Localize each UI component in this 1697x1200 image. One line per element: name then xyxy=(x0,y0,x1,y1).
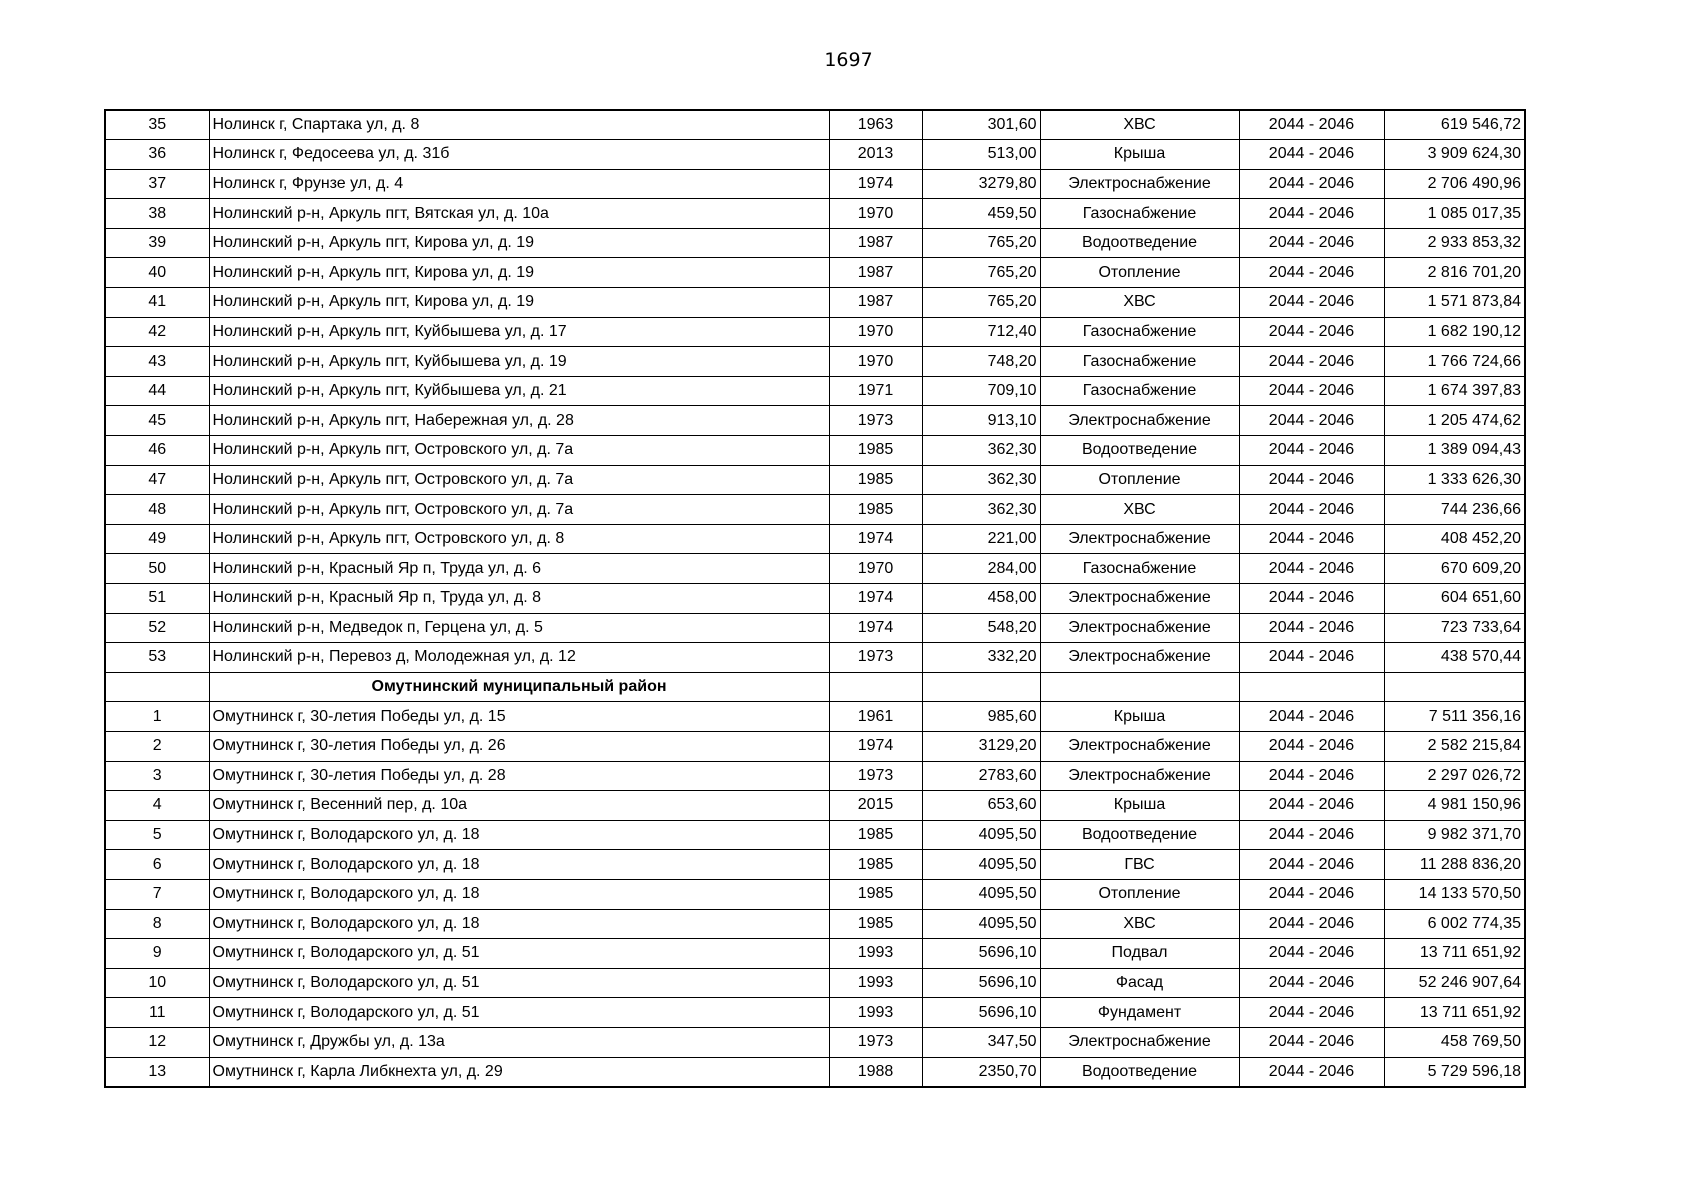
work-type-cell: Газоснабжение xyxy=(1040,347,1239,377)
table-row xyxy=(105,347,1525,377)
table-row xyxy=(105,465,1525,495)
table-row xyxy=(105,495,1525,525)
row-number-cell: 47 xyxy=(105,465,209,495)
period-cell: 2044 - 2046 xyxy=(1239,524,1384,554)
work-type-cell: Электроснабжение xyxy=(1040,584,1239,614)
area-cell: 748,20 xyxy=(922,347,1040,377)
section-header-row xyxy=(105,672,1525,702)
area-cell: 221,00 xyxy=(922,524,1040,554)
work-type-cell: ХВС xyxy=(1040,495,1239,525)
address-cell: Омутнинск г, Карла Либкнехта ул, д. 29 xyxy=(209,1057,829,1087)
period-cell: 2044 - 2046 xyxy=(1239,702,1384,732)
period-cell: 2044 - 2046 xyxy=(1239,317,1384,347)
table-row xyxy=(105,436,1525,466)
cost-cell: 3 909 624,30 xyxy=(1384,140,1525,170)
area-cell: 301,60 xyxy=(922,110,1040,140)
period-cell: 2044 - 2046 xyxy=(1239,1027,1384,1057)
build-year-cell: 1985 xyxy=(829,436,922,466)
work-type-cell: Крыша xyxy=(1040,702,1239,732)
address-cell: Омутнинск г, Володарского ул, д. 18 xyxy=(209,879,829,909)
period-cell: 2044 - 2046 xyxy=(1239,228,1384,258)
table-row xyxy=(105,909,1525,939)
row-number-cell: 11 xyxy=(105,998,209,1028)
work-type-cell: ХВС xyxy=(1040,288,1239,318)
cost-cell: 1 766 724,66 xyxy=(1384,347,1525,377)
empty-cell xyxy=(922,672,1040,702)
cost-cell: 1 571 873,84 xyxy=(1384,288,1525,318)
area-cell: 765,20 xyxy=(922,288,1040,318)
row-number-cell: 12 xyxy=(105,1027,209,1057)
build-year-cell: 1985 xyxy=(829,465,922,495)
table-row xyxy=(105,140,1525,170)
period-cell: 2044 - 2046 xyxy=(1239,850,1384,880)
table-row xyxy=(105,791,1525,821)
row-number-cell: 36 xyxy=(105,140,209,170)
table-row xyxy=(105,554,1525,584)
work-type-cell: Отопление xyxy=(1040,879,1239,909)
build-year-cell: 1985 xyxy=(829,820,922,850)
address-cell: Омутнинск г, Володарского ул, д. 51 xyxy=(209,968,829,998)
build-year-cell: 1974 xyxy=(829,731,922,761)
period-cell: 2044 - 2046 xyxy=(1239,1057,1384,1087)
build-year-cell: 1973 xyxy=(829,761,922,791)
work-type-cell: ГВС xyxy=(1040,850,1239,880)
table-row xyxy=(105,643,1525,673)
row-number-cell: 8 xyxy=(105,909,209,939)
address-cell: Нолинский р-н, Аркуль пгт, Островского ул, д. 7а xyxy=(209,495,829,525)
address-cell: Омутнинск г, Володарского ул, д. 51 xyxy=(209,939,829,969)
area-cell: 4095,50 xyxy=(922,879,1040,909)
build-year-cell: 1961 xyxy=(829,702,922,732)
registry-table xyxy=(104,109,1526,1088)
cost-cell: 52 246 907,64 xyxy=(1384,968,1525,998)
period-cell: 2044 - 2046 xyxy=(1239,495,1384,525)
row-number-cell: 46 xyxy=(105,436,209,466)
address-cell: Нолинский р-н, Аркуль пгт, Кирова ул, д. 19 xyxy=(209,228,829,258)
period-cell: 2044 - 2046 xyxy=(1239,169,1384,199)
work-type-cell: Крыша xyxy=(1040,791,1239,821)
row-number-cell: 10 xyxy=(105,968,209,998)
build-year-cell: 1971 xyxy=(829,376,922,406)
address-cell: Нолинск г, Федосеева ул, д. 31б xyxy=(209,140,829,170)
work-type-cell: Водоотведение xyxy=(1040,820,1239,850)
row-number-cell: 2 xyxy=(105,731,209,761)
cost-cell: 438 570,44 xyxy=(1384,643,1525,673)
period-cell: 2044 - 2046 xyxy=(1239,258,1384,288)
address-cell: Нолинский р-н, Аркуль пгт, Кирова ул, д. 19 xyxy=(209,288,829,318)
row-number-cell: 7 xyxy=(105,879,209,909)
work-type-cell: Электроснабжение xyxy=(1040,731,1239,761)
cost-cell: 619 546,72 xyxy=(1384,110,1525,140)
work-type-cell: ХВС xyxy=(1040,110,1239,140)
period-cell: 2044 - 2046 xyxy=(1239,998,1384,1028)
cost-cell: 1 205 474,62 xyxy=(1384,406,1525,436)
address-cell: Нолинск г, Фрунзе ул, д. 4 xyxy=(209,169,829,199)
row-number-cell: 42 xyxy=(105,317,209,347)
cost-cell: 2 706 490,96 xyxy=(1384,169,1525,199)
row-number-cell: 1 xyxy=(105,702,209,732)
build-year-cell: 1974 xyxy=(829,584,922,614)
empty-cell xyxy=(105,672,209,702)
build-year-cell: 1987 xyxy=(829,288,922,318)
cost-cell: 1 682 190,12 xyxy=(1384,317,1525,347)
area-cell: 548,20 xyxy=(922,613,1040,643)
build-year-cell: 1963 xyxy=(829,110,922,140)
period-cell: 2044 - 2046 xyxy=(1239,584,1384,614)
period-cell: 2044 - 2046 xyxy=(1239,613,1384,643)
area-cell: 712,40 xyxy=(922,317,1040,347)
period-cell: 2044 - 2046 xyxy=(1239,465,1384,495)
address-cell: Нолинский р-н, Аркуль пгт, Вятская ул, д. 10а xyxy=(209,199,829,229)
work-type-cell: Водоотведение xyxy=(1040,436,1239,466)
build-year-cell: 1985 xyxy=(829,850,922,880)
row-number-cell: 41 xyxy=(105,288,209,318)
address-cell: Нолинский р-н, Аркуль пгт, Куйбышева ул, д. 21 xyxy=(209,376,829,406)
period-cell: 2044 - 2046 xyxy=(1239,110,1384,140)
period-cell: 2044 - 2046 xyxy=(1239,791,1384,821)
address-cell: Нолинский р-н, Аркуль пгт, Набережная ул, д. 28 xyxy=(209,406,829,436)
table-row xyxy=(105,288,1525,318)
period-cell: 2044 - 2046 xyxy=(1239,968,1384,998)
cost-cell: 408 452,20 xyxy=(1384,524,1525,554)
address-cell: Нолинский р-н, Аркуль пгт, Куйбышева ул, д. 19 xyxy=(209,347,829,377)
period-cell: 2044 - 2046 xyxy=(1239,643,1384,673)
address-cell: Нолинский р-н, Аркуль пгт, Островского ул, д. 7а xyxy=(209,436,829,466)
work-type-cell: Электроснабжение xyxy=(1040,1027,1239,1057)
section-title: Омутнинский муниципальный район xyxy=(209,672,829,702)
row-number-cell: 43 xyxy=(105,347,209,377)
area-cell: 3129,20 xyxy=(922,731,1040,761)
build-year-cell: 1974 xyxy=(829,169,922,199)
area-cell: 2350,70 xyxy=(922,1057,1040,1087)
area-cell: 513,00 xyxy=(922,140,1040,170)
table-row xyxy=(105,1027,1525,1057)
empty-cell xyxy=(1239,672,1384,702)
row-number-cell: 9 xyxy=(105,939,209,969)
area-cell: 347,50 xyxy=(922,1027,1040,1057)
area-cell: 913,10 xyxy=(922,406,1040,436)
area-cell: 709,10 xyxy=(922,376,1040,406)
area-cell: 4095,50 xyxy=(922,909,1040,939)
registry-table-body xyxy=(105,110,1525,1087)
work-type-cell: Газоснабжение xyxy=(1040,376,1239,406)
work-type-cell: Электроснабжение xyxy=(1040,643,1239,673)
period-cell: 2044 - 2046 xyxy=(1239,761,1384,791)
area-cell: 332,20 xyxy=(922,643,1040,673)
build-year-cell: 1985 xyxy=(829,879,922,909)
address-cell: Нолинский р-н, Аркуль пгт, Островского ул, д. 7а xyxy=(209,465,829,495)
build-year-cell: 2015 xyxy=(829,791,922,821)
period-cell: 2044 - 2046 xyxy=(1239,554,1384,584)
area-cell: 765,20 xyxy=(922,258,1040,288)
period-cell: 2044 - 2046 xyxy=(1239,347,1384,377)
period-cell: 2044 - 2046 xyxy=(1239,406,1384,436)
cost-cell: 4 981 150,96 xyxy=(1384,791,1525,821)
row-number-cell: 52 xyxy=(105,613,209,643)
period-cell: 2044 - 2046 xyxy=(1239,140,1384,170)
area-cell: 362,30 xyxy=(922,436,1040,466)
cost-cell: 7 511 356,16 xyxy=(1384,702,1525,732)
build-year-cell: 1973 xyxy=(829,406,922,436)
cost-cell: 604 651,60 xyxy=(1384,584,1525,614)
cost-cell: 5 729 596,18 xyxy=(1384,1057,1525,1087)
build-year-cell: 1993 xyxy=(829,939,922,969)
work-type-cell: ХВС xyxy=(1040,909,1239,939)
build-year-cell: 1987 xyxy=(829,228,922,258)
row-number-cell: 37 xyxy=(105,169,209,199)
work-type-cell: Фундамент xyxy=(1040,998,1239,1028)
address-cell: Омутнинск г, Дружбы ул, д. 13а xyxy=(209,1027,829,1057)
table-row xyxy=(105,761,1525,791)
period-cell: 2044 - 2046 xyxy=(1239,879,1384,909)
cost-cell: 13 711 651,92 xyxy=(1384,998,1525,1028)
row-number-cell: 53 xyxy=(105,643,209,673)
period-cell: 2044 - 2046 xyxy=(1239,376,1384,406)
cost-cell: 14 133 570,50 xyxy=(1384,879,1525,909)
row-number-cell: 50 xyxy=(105,554,209,584)
work-type-cell: Водоотведение xyxy=(1040,228,1239,258)
table-row xyxy=(105,524,1525,554)
work-type-cell: Газоснабжение xyxy=(1040,554,1239,584)
area-cell: 459,50 xyxy=(922,199,1040,229)
address-cell: Нолинск г, Спартака ул, д. 8 xyxy=(209,110,829,140)
table-row xyxy=(105,584,1525,614)
row-number-cell: 45 xyxy=(105,406,209,436)
area-cell: 362,30 xyxy=(922,465,1040,495)
address-cell: Омутнинск г, Володарского ул, д. 51 xyxy=(209,998,829,1028)
area-cell: 765,20 xyxy=(922,228,1040,258)
table-row xyxy=(105,731,1525,761)
table-row xyxy=(105,939,1525,969)
address-cell: Нолинский р-н, Аркуль пгт, Куйбышева ул, д. 17 xyxy=(209,317,829,347)
area-cell: 653,60 xyxy=(922,791,1040,821)
area-cell: 458,00 xyxy=(922,584,1040,614)
area-cell: 284,00 xyxy=(922,554,1040,584)
build-year-cell: 1988 xyxy=(829,1057,922,1087)
empty-cell xyxy=(1384,672,1525,702)
cost-cell: 6 002 774,35 xyxy=(1384,909,1525,939)
work-type-cell: Подвал xyxy=(1040,939,1239,969)
address-cell: Омутнинск г, Володарского ул, д. 18 xyxy=(209,850,829,880)
cost-cell: 744 236,66 xyxy=(1384,495,1525,525)
build-year-cell: 1970 xyxy=(829,199,922,229)
address-cell: Нолинский р-н, Перевоз д, Молодежная ул, д. 12 xyxy=(209,643,829,673)
area-cell: 5696,10 xyxy=(922,968,1040,998)
build-year-cell: 1987 xyxy=(829,258,922,288)
period-cell: 2044 - 2046 xyxy=(1239,820,1384,850)
work-type-cell: Отопление xyxy=(1040,465,1239,495)
area-cell: 2783,60 xyxy=(922,761,1040,791)
cost-cell: 13 711 651,92 xyxy=(1384,939,1525,969)
period-cell: 2044 - 2046 xyxy=(1239,939,1384,969)
cost-cell: 670 609,20 xyxy=(1384,554,1525,584)
page-number: 1697 xyxy=(824,49,873,71)
cost-cell: 1 085 017,35 xyxy=(1384,199,1525,229)
area-cell: 5696,10 xyxy=(922,939,1040,969)
period-cell: 2044 - 2046 xyxy=(1239,288,1384,318)
build-year-cell: 1970 xyxy=(829,317,922,347)
table-row xyxy=(105,317,1525,347)
build-year-cell: 1970 xyxy=(829,554,922,584)
table-row xyxy=(105,613,1525,643)
area-cell: 4095,50 xyxy=(922,820,1040,850)
cost-cell: 458 769,50 xyxy=(1384,1027,1525,1057)
cost-cell: 2 933 853,32 xyxy=(1384,228,1525,258)
table-row xyxy=(105,998,1525,1028)
build-year-cell: 1985 xyxy=(829,909,922,939)
address-cell: Омутнинск г, 30-летия Победы ул, д. 15 xyxy=(209,702,829,732)
build-year-cell: 1974 xyxy=(829,524,922,554)
build-year-cell: 1993 xyxy=(829,998,922,1028)
cost-cell: 9 982 371,70 xyxy=(1384,820,1525,850)
row-number-cell: 6 xyxy=(105,850,209,880)
address-cell: Нолинский р-н, Красный Яр п, Труда ул, д. 8 xyxy=(209,584,829,614)
area-cell: 3279,80 xyxy=(922,169,1040,199)
table-row xyxy=(105,169,1525,199)
build-year-cell: 1973 xyxy=(829,1027,922,1057)
cost-cell: 2 297 026,72 xyxy=(1384,761,1525,791)
period-cell: 2044 - 2046 xyxy=(1239,436,1384,466)
work-type-cell: Электроснабжение xyxy=(1040,761,1239,791)
work-type-cell: Газоснабжение xyxy=(1040,317,1239,347)
row-number-cell: 48 xyxy=(105,495,209,525)
table-row xyxy=(105,258,1525,288)
period-cell: 2044 - 2046 xyxy=(1239,199,1384,229)
area-cell: 4095,50 xyxy=(922,850,1040,880)
area-cell: 362,30 xyxy=(922,495,1040,525)
row-number-cell: 49 xyxy=(105,524,209,554)
cost-cell: 2 582 215,84 xyxy=(1384,731,1525,761)
cost-cell: 1 333 626,30 xyxy=(1384,465,1525,495)
cost-cell: 2 816 701,20 xyxy=(1384,258,1525,288)
build-year-cell: 2013 xyxy=(829,140,922,170)
address-cell: Нолинский р-н, Красный Яр п, Труда ул, д. 6 xyxy=(209,554,829,584)
work-type-cell: Крыша xyxy=(1040,140,1239,170)
work-type-cell: Электроснабжение xyxy=(1040,613,1239,643)
row-number-cell: 51 xyxy=(105,584,209,614)
work-type-cell: Газоснабжение xyxy=(1040,199,1239,229)
row-number-cell: 38 xyxy=(105,199,209,229)
build-year-cell: 1985 xyxy=(829,495,922,525)
work-type-cell: Отопление xyxy=(1040,258,1239,288)
table-row xyxy=(105,702,1525,732)
table-row xyxy=(105,228,1525,258)
empty-cell xyxy=(1040,672,1239,702)
row-number-cell: 5 xyxy=(105,820,209,850)
address-cell: Омутнинск г, 30-летия Победы ул, д. 26 xyxy=(209,731,829,761)
table-row xyxy=(105,406,1525,436)
work-type-cell: Фасад xyxy=(1040,968,1239,998)
build-year-cell: 1974 xyxy=(829,613,922,643)
address-cell: Нолинский р-н, Медведок п, Герцена ул, д. 5 xyxy=(209,613,829,643)
period-cell: 2044 - 2046 xyxy=(1239,909,1384,939)
cost-cell: 1 389 094,43 xyxy=(1384,436,1525,466)
address-cell: Нолинский р-н, Аркуль пгт, Кирова ул, д. 19 xyxy=(209,258,829,288)
address-cell: Нолинский р-н, Аркуль пгт, Островского ул, д. 8 xyxy=(209,524,829,554)
row-number-cell: 39 xyxy=(105,228,209,258)
build-year-cell: 1973 xyxy=(829,643,922,673)
address-cell: Омутнинск г, Весенний пер, д. 10а xyxy=(209,791,829,821)
row-number-cell: 40 xyxy=(105,258,209,288)
address-cell: Омутнинск г, Володарского ул, д. 18 xyxy=(209,909,829,939)
build-year-cell: 1970 xyxy=(829,347,922,377)
build-year-cell: 1993 xyxy=(829,968,922,998)
work-type-cell: Электроснабжение xyxy=(1040,406,1239,436)
work-type-cell: Электроснабжение xyxy=(1040,524,1239,554)
table-row xyxy=(105,820,1525,850)
cost-cell: 11 288 836,20 xyxy=(1384,850,1525,880)
period-cell: 2044 - 2046 xyxy=(1239,731,1384,761)
address-cell: Омутнинск г, Володарского ул, д. 18 xyxy=(209,820,829,850)
row-number-cell: 3 xyxy=(105,761,209,791)
empty-cell xyxy=(829,672,922,702)
row-number-cell: 13 xyxy=(105,1057,209,1087)
table-row xyxy=(105,110,1525,140)
table-row xyxy=(105,879,1525,909)
area-cell: 5696,10 xyxy=(922,998,1040,1028)
table-row xyxy=(105,376,1525,406)
table-row xyxy=(105,1057,1525,1087)
work-type-cell: Электроснабжение xyxy=(1040,169,1239,199)
cost-cell: 723 733,64 xyxy=(1384,613,1525,643)
table-row xyxy=(105,850,1525,880)
row-number-cell: 4 xyxy=(105,791,209,821)
cost-cell: 1 674 397,83 xyxy=(1384,376,1525,406)
area-cell: 985,60 xyxy=(922,702,1040,732)
address-cell: Омутнинск г, 30-летия Победы ул, д. 28 xyxy=(209,761,829,791)
row-number-cell: 44 xyxy=(105,376,209,406)
table-row xyxy=(105,968,1525,998)
table-row xyxy=(105,199,1525,229)
row-number-cell: 35 xyxy=(105,110,209,140)
work-type-cell: Водоотведение xyxy=(1040,1057,1239,1087)
